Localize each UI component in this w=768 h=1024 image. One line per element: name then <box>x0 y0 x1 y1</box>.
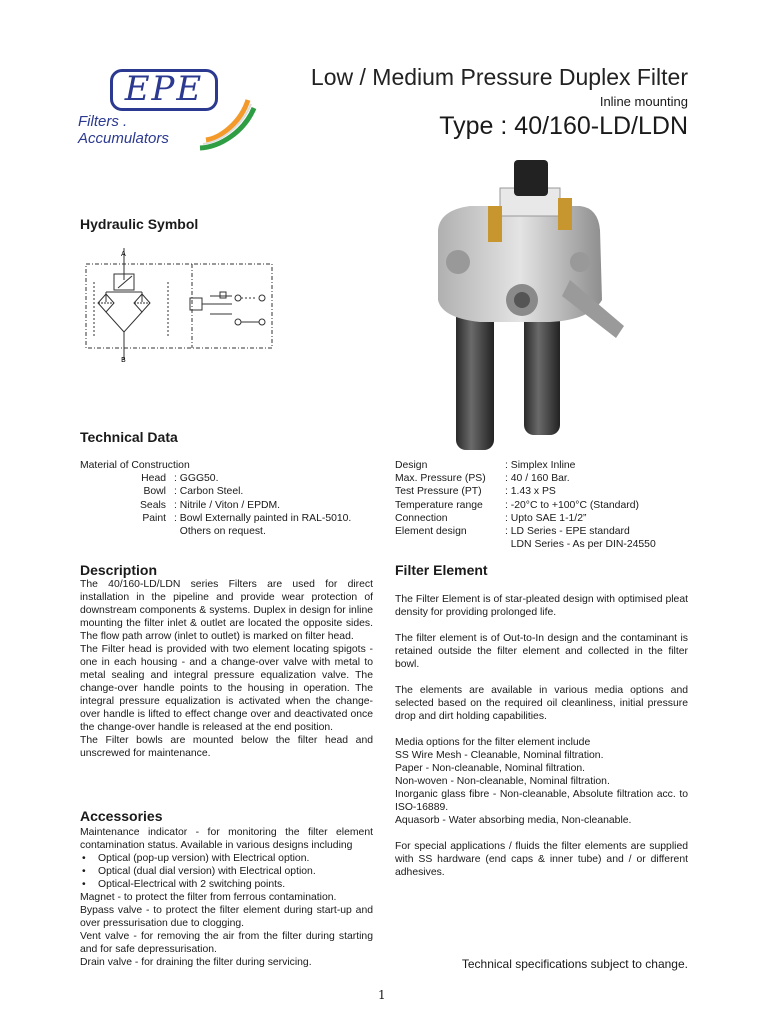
spec-value: LDN Series - As per DIN-24550 <box>505 539 656 551</box>
spec-row <box>395 485 695 498</box>
filter-element-heading: Filter Element <box>395 562 488 578</box>
filter-element-paragraph: The elements are available in various media options and selected based on the required oil cleanliness, initial pressure drop and dirt holding capabilities. <box>395 685 688 722</box>
spec-value: : LD Series - EPE standard <box>505 526 630 538</box>
media-line: Paper - Non-cleanable, Nominal filtration. <box>395 763 586 774</box>
material-row <box>80 499 380 512</box>
material-value: Others on request. <box>174 526 266 538</box>
material-value: : Carbon Steel. <box>174 486 244 498</box>
spec-row <box>395 538 695 551</box>
material-key: Bowl <box>143 486 166 498</box>
page-title: Low / Medium Pressure Duplex Filter <box>310 64 688 90</box>
spec-key: Temperature range <box>395 499 483 511</box>
page-subtitle: Inline mounting <box>599 94 688 109</box>
hydraulic-symbol-heading: Hydraulic Symbol <box>80 216 199 232</box>
media-line: Inorganic glass fibre - Non-cleanable, Absolute filtration acc. to ISO-16889. <box>395 789 688 813</box>
accessory-item: Magnet - to protect the filter from ferrous contamination. <box>80 892 337 903</box>
spec-value: : 1.43 x PS <box>505 486 556 498</box>
spec-value: : -20°C to +100°C (Standard) <box>505 499 639 511</box>
list-item: • Optical (dual dial version) with Electrical option. <box>80 865 373 878</box>
material-label: Material of Construction <box>80 460 190 471</box>
special-applications-text: For special applications / fluids the filter elements are supplied with SS hardware (end caps & inner tube) and / or different adhesives. <box>395 841 688 878</box>
logo-text: EPE <box>124 69 204 109</box>
spec-row <box>395 472 695 485</box>
material-key: Paint <box>142 512 166 524</box>
material-value: : GGG50. <box>174 473 219 485</box>
accessory-item: Vent valve - for removing the air from the filter during starting and for safe depressurisation. <box>80 931 373 955</box>
description-paragraph: The Filter bowls are mounted below the filter head and unscrewed for maintenance. <box>80 735 373 759</box>
spec-row <box>395 499 695 512</box>
hydraulic-symbol-diagram <box>82 248 282 364</box>
filter-element-paragraph: The Filter Element is of star-pleated design with optimised pleat density for providing prolonged life. <box>395 594 688 618</box>
material-row <box>80 485 380 498</box>
accessory-item: Bypass valve - to protect the filter element during start-up and over pressurisation due to clogging. <box>80 905 373 929</box>
spec-value: : Upto SAE 1-1/2” <box>505 512 587 524</box>
media-line: SS Wire Mesh - Cleanable, Nominal filtration. <box>395 750 604 761</box>
description-text <box>80 578 373 760</box>
footer-note: Technical specifications subject to change. <box>461 957 688 971</box>
filter-element-paragraph: The filter element is of Out-to-In design and the contaminant is retained outside the filter element and collected in the filter bowl. <box>395 633 688 670</box>
media-line: Non-woven - Non-cleanable, Nominal filtration. <box>395 776 610 787</box>
indicator-options-list <box>80 852 373 891</box>
accessory-item: Drain valve - for draining the filter during servicing. <box>80 957 312 968</box>
material-value: : Nitrile / Viton / EPDM. <box>174 499 281 511</box>
spec-row <box>395 459 695 472</box>
duplex-filter-image <box>430 150 640 455</box>
material-block <box>80 459 380 538</box>
spec-key: Max. Pressure (PS) <box>395 473 486 485</box>
list-item: • Optical-Electrical with 2 switching points. <box>80 878 373 891</box>
material-key <box>80 525 174 538</box>
port-b-label: B <box>121 356 126 364</box>
technical-data-heading: Technical Data <box>80 429 178 445</box>
spec-key: Design <box>395 460 428 471</box>
material-row <box>80 472 380 485</box>
product-type: Type : 40/160-LD/LDN <box>439 112 688 140</box>
spec-key <box>395 538 505 551</box>
accessories-intro: Maintenance indicator - for monitoring the filter element contamination status. Available in various designs including <box>80 827 373 851</box>
spec-key: Connection <box>395 512 448 524</box>
description-paragraph: The Filter head is provided with two element locating spigots - one in each housing - and a change-over valve with metal to metal sealing and integral pressure equalization valve. The change-over handle points to the housing in operation. The integral pressure equalization is activated when the change-over handle is lifted to effect change over and deactivated once the change-over handle is released at the end position. <box>80 644 373 733</box>
page-number: 1 <box>378 988 386 1002</box>
material-row <box>80 525 380 538</box>
spec-list <box>395 459 695 551</box>
spec-key: Element design <box>395 526 467 538</box>
logo-tagline: Filters . Accumulators <box>78 113 169 147</box>
port-a-label: A <box>121 250 126 258</box>
material-key: Head <box>141 473 166 485</box>
spec-row <box>395 512 695 525</box>
accessories-heading: Accessories <box>80 808 163 824</box>
material-value: : Bowl Externally painted in RAL-5010. <box>174 512 352 524</box>
accessories-text <box>80 826 373 969</box>
filter-element-text <box>395 593 688 879</box>
spec-value: : Simplex Inline <box>505 460 576 471</box>
spec-value: : 40 / 160 Bar. <box>505 473 570 485</box>
material-list <box>80 472 380 538</box>
media-line: Aquasorb - Water absorbing media, Non-cleanable. <box>395 815 632 826</box>
description-paragraph: The 40/160-LD/LDN series Filters are used for direct installation in the pipeline and provide wear protection of downstream components & systems. Duplex in design for inline mounting the filter inlet & outlet are located the opposite sides. The flow path arrow (inlet to outlet) is marked on filter head. <box>80 579 373 642</box>
spec-key: Test Pressure (PT) <box>395 486 482 498</box>
material-key: Seals <box>140 499 166 511</box>
spec-row <box>395 525 695 538</box>
list-item: • Optical (pop-up version) with Electrical option. <box>80 852 373 865</box>
material-row <box>80 512 380 525</box>
media-line: Media options for the filter element include <box>395 737 591 748</box>
description-heading: Description <box>80 562 158 578</box>
